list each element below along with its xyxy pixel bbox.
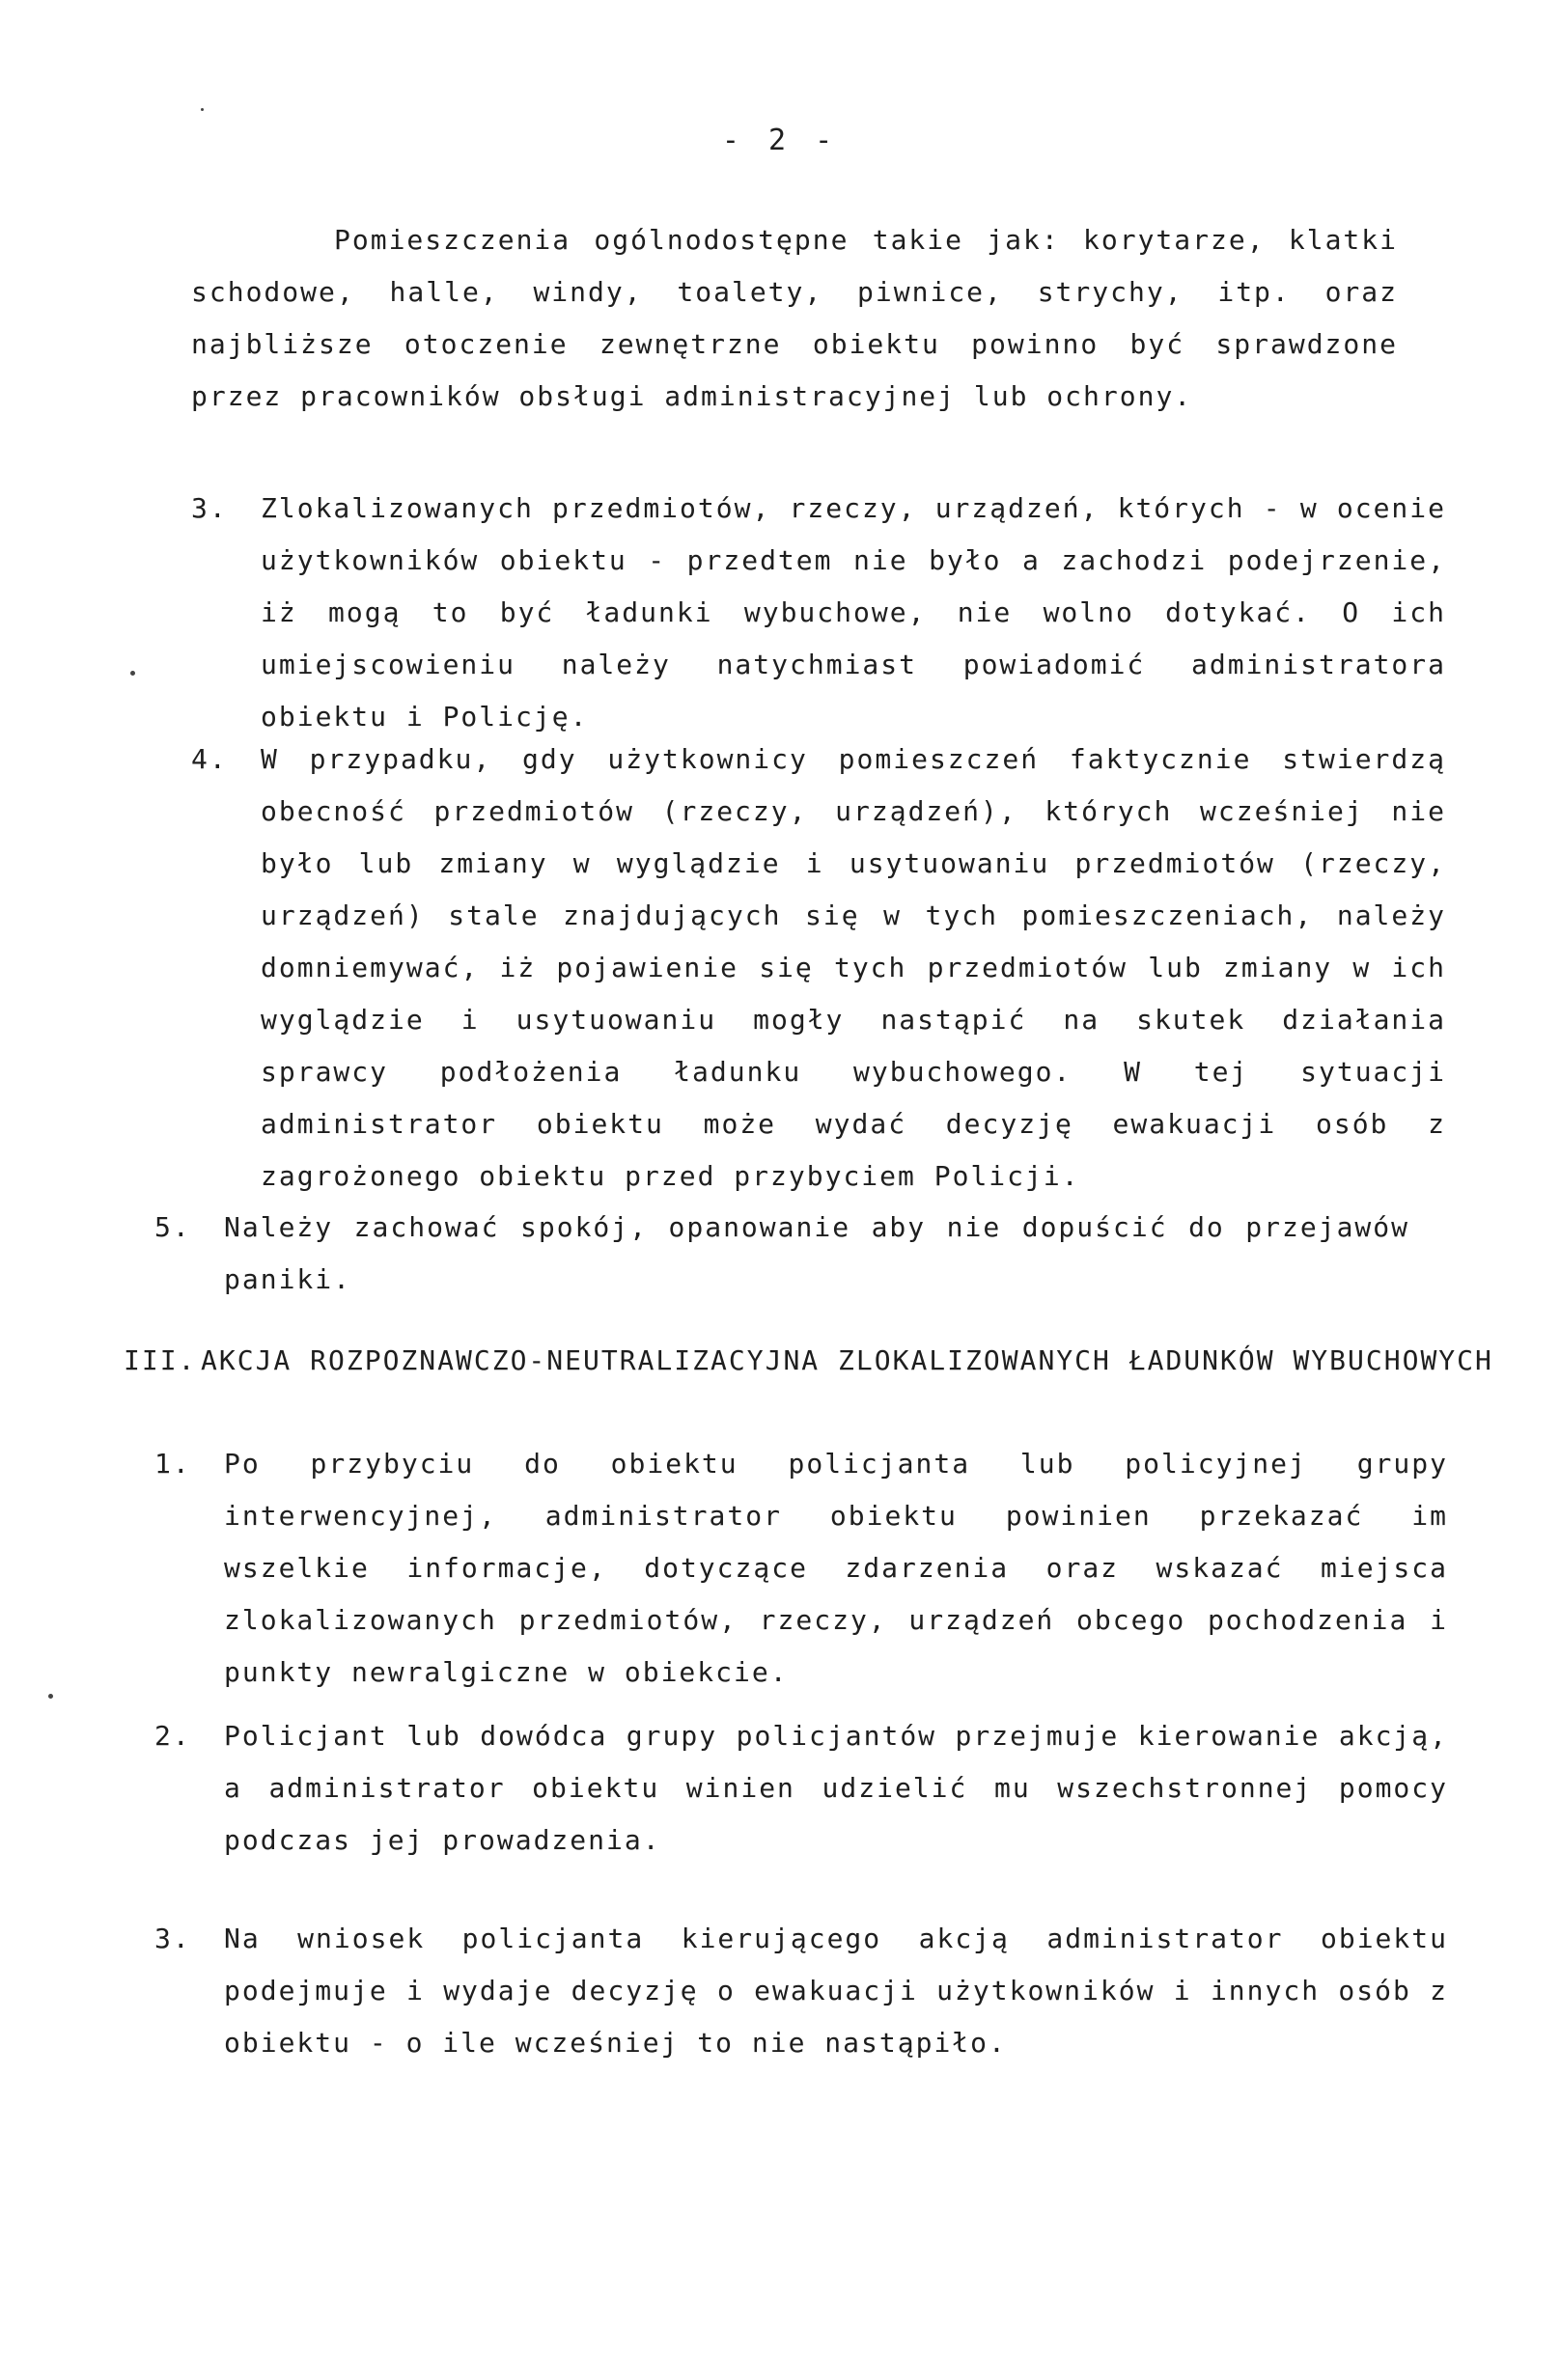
- section-number: III.: [124, 1344, 197, 1376]
- section-title: AKCJA ROZPOZNAWCZO-NEUTRALIZACYJNA ZLOKALIZOWANYCH ŁADUNKÓW WYBUCHOWYCH: [201, 1344, 1493, 1376]
- item-number: 4.: [191, 743, 228, 775]
- item-number: 3.: [191, 492, 228, 524]
- item-number: 5.: [154, 1211, 191, 1243]
- list-item: [154, 1202, 1448, 1317]
- scan-speck: [48, 1694, 53, 1699]
- item-text: Po przybyciu do obiektu policjanta lub policyjnej grupy interwencyjnej, administrator obiektu powinien przekazać im wszelkie informacje, dotyczące zdarzenia oraz wskazać miejsca zlokalizowanych przedmiotów, rzeczy, urządzeń obcego pochodzenia i punkty newralgiczne w obiekcie.: [224, 1448, 1448, 1688]
- intro-paragraph: Pomieszczenia ogólnodostępne takie jak: korytarze, klatki schodowe, halle, windy, toalety, piwnice, strychy, itp. oraz najbliższe otoczenie zewnętrzne obiektu powinno być sprawdzone przez pracowników obsługi administracyjnej lub ochrony.: [191, 224, 1398, 412]
- section-heading: [124, 1342, 1493, 1380]
- scan-speck: [130, 671, 135, 676]
- scan-speck: [201, 108, 204, 111]
- list-item: [191, 483, 1446, 733]
- item-number: 2.: [154, 1720, 191, 1752]
- item-text: Na wniosek policjanta kierującego akcją administrator obiektu podejmuje i wydaje decyzję o ewakuacji użytkowników i innych osób z obiektu - o ile wcześniej to nie nastąpiło.: [224, 1923, 1448, 2059]
- item-number: 3.: [154, 1923, 191, 1954]
- item-text: W przypadku, gdy użytkownicy pomieszczeń faktycznie stwierdzą obecność przedmiotów (rzeczy, urządzeń), których wcześniej nie było lub zmiany w wyglądzie i usytuowaniu przedmiotów (rzeczy, urządzeń) stale znajdujących się w tych pomieszczeniach, należy domniemywać, iż pojawienie się tych przedmiotów lub zmiany w ich wyglądzie i usytuowaniu mogły nastąpić na skutek działania sprawcy podłożenia ładunku wybuchowego. W tej sytuacji administrator obiektu może wydać decyzję ewakuacji osób z zagrożonego obiektu przed przybyciem Policji.: [261, 743, 1446, 1192]
- item-text: Zlokalizowanych przedmiotów, rzeczy, urządzeń, których - w ocenie użytkowników obiektu - przedtem nie było a zachodzi podejrzenie, iż mogą to być ładunki wybuchowe, nie wolno dotykać. O ich umiejscowieniu należy natychmiast powiadomić administratora obiektu i Policję.: [261, 492, 1446, 733]
- page-number: - 2 -: [721, 124, 839, 157]
- item-number: 1.: [154, 1448, 191, 1480]
- item-text: Policjant lub dowódca grupy policjantów przejmuje kierowanie akcją, a administrator obiektu winien udzielić mu wszechstronnej pomocy podczas jej prowadzenia.: [224, 1720, 1448, 1856]
- item-text: Należy zachować spokój, opanowanie aby nie dopuścić do przejawów paniki.: [224, 1211, 1409, 1295]
- list-item: [154, 1438, 1448, 1688]
- list-item: [191, 733, 1446, 1192]
- list-item: [154, 1913, 1448, 2087]
- list-item: [154, 1710, 1448, 1884]
